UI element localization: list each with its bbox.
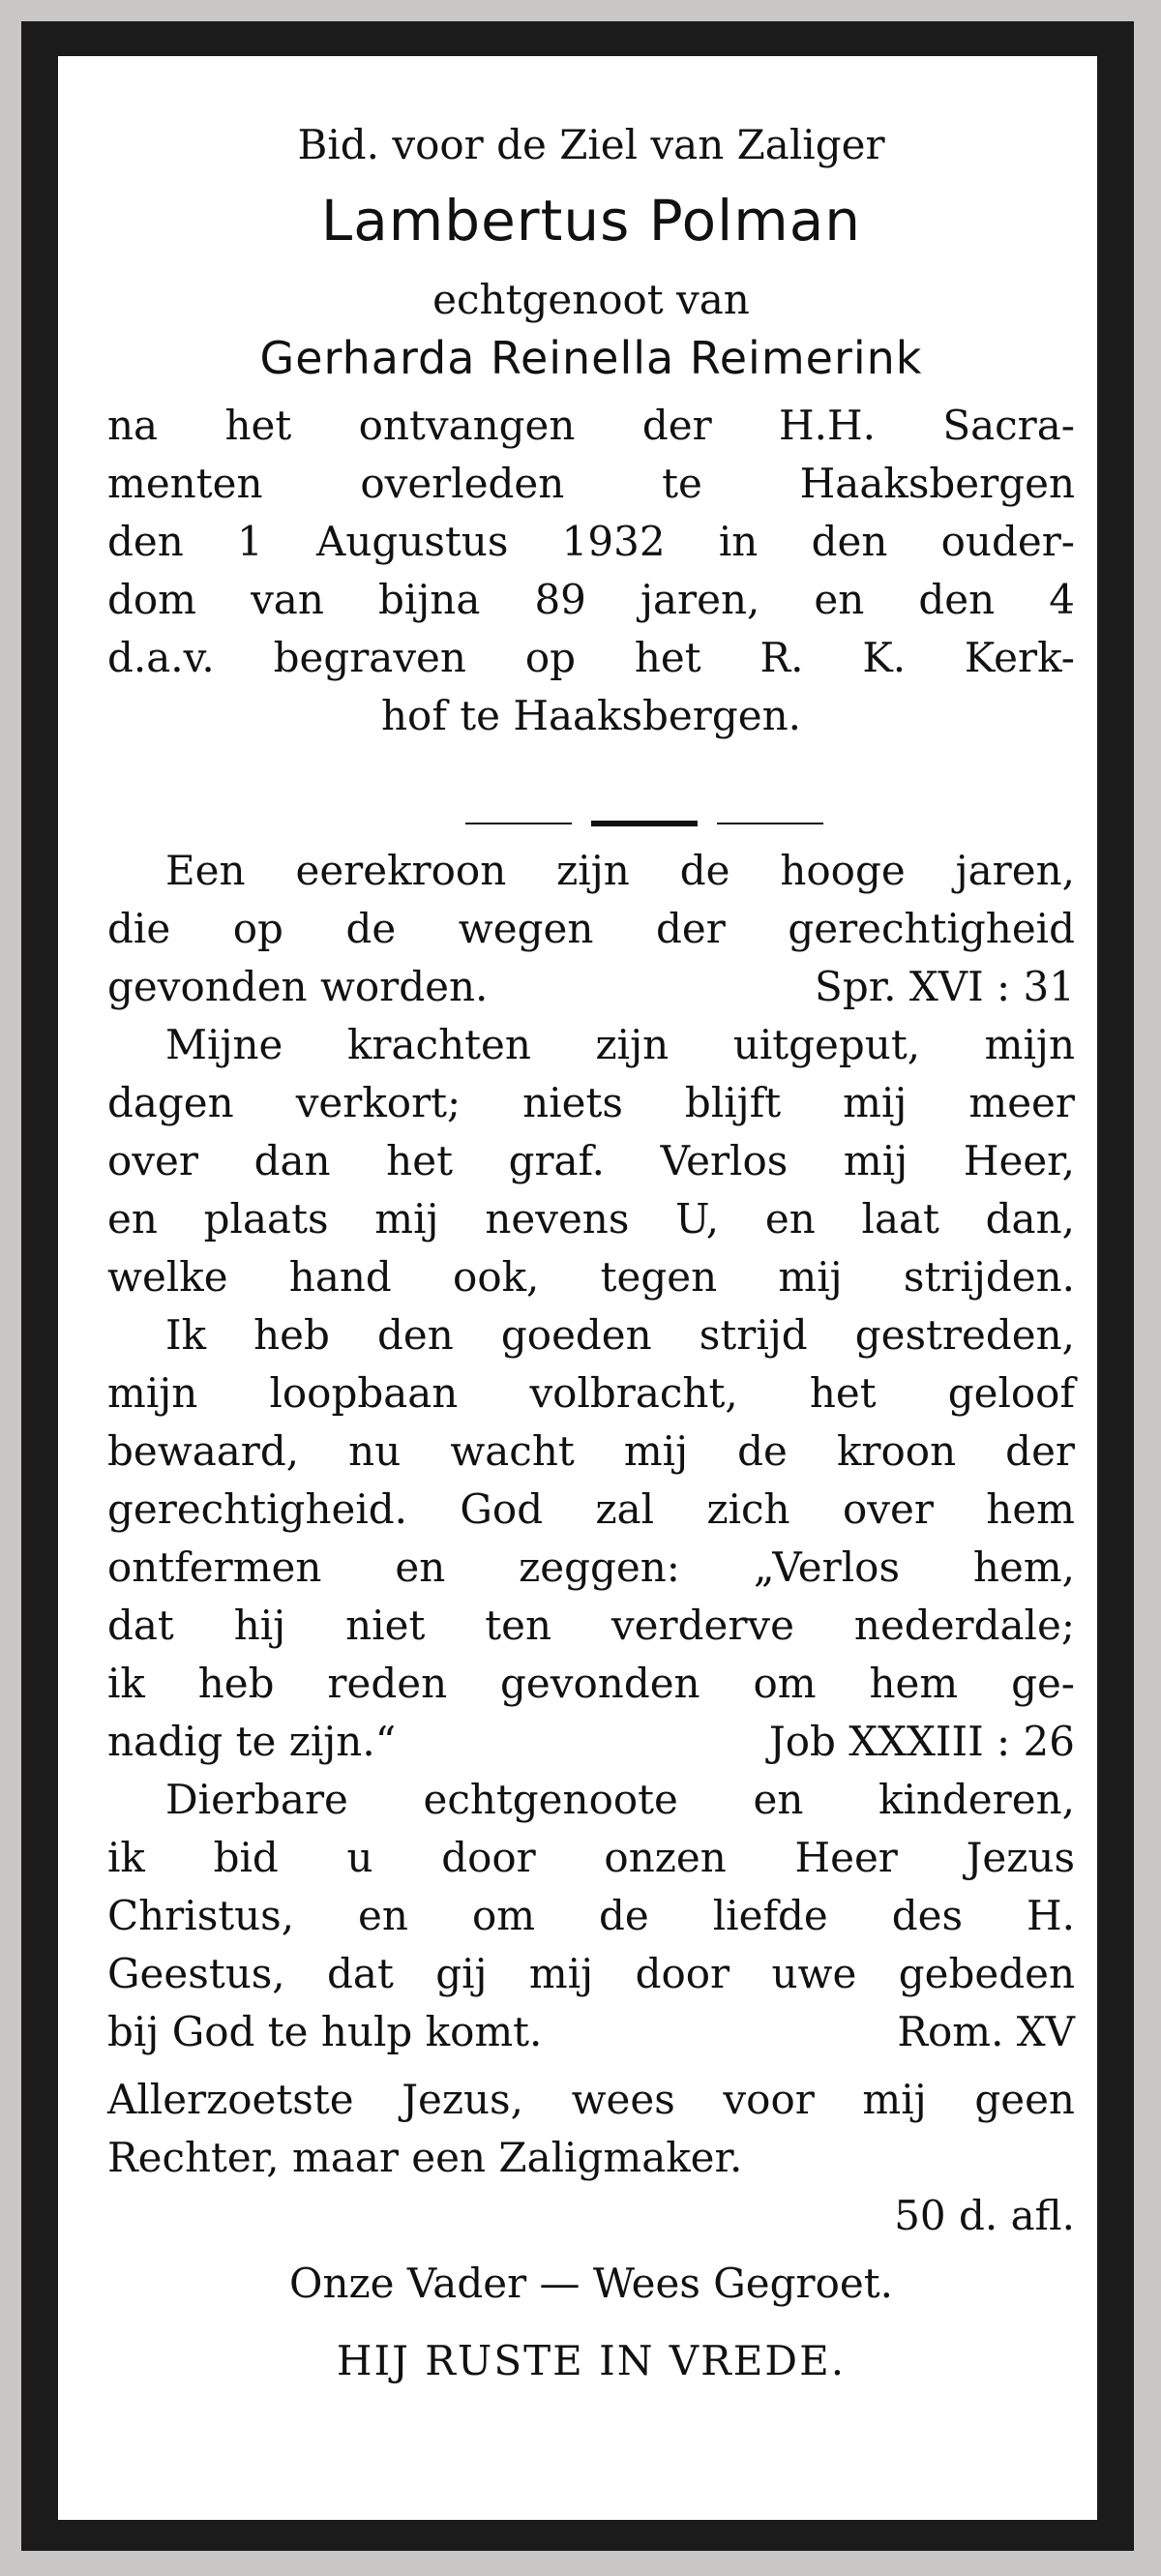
verse-text: gevonden worden.	[107, 963, 489, 1010]
biography-line: hof te Haaksbergen.	[381, 692, 801, 739]
verse-line-with-reference	[107, 2003, 1075, 2061]
divider-right	[717, 823, 823, 824]
scripture-reference: Job XXXIII : 26	[768, 1718, 1075, 1765]
verse-line: gerechtigheid. God zal zich over hem	[107, 1485, 1075, 1533]
memorial-card	[58, 56, 1097, 2520]
verse-line: ik bid u door onzen Heer Jezus	[107, 1834, 1075, 1881]
verse-line: welke hand ook, tegen mij strijden.	[107, 1253, 1075, 1301]
biography-line: dom van bijna 89 jaren, en den 4	[107, 576, 1075, 623]
verse-line: die op de wegen der gerechtigheid	[107, 905, 1075, 952]
verse-line-with-reference	[107, 958, 1075, 1016]
verse-line: Dierbare echtgenoote en kinderen,	[165, 1776, 1075, 1823]
verse-line: over dan het graf. Verlos mij Heer,	[107, 1137, 1075, 1184]
biography-line: na het ontvangen der H.H. Sacra-	[107, 402, 1075, 449]
verse-line: mijn loopbaan volbracht, het geloof	[107, 1369, 1075, 1417]
prayer-line: Rechter, maar een Zaligmaker.	[107, 2134, 743, 2181]
scripture-reference: Spr. XVI : 31	[815, 963, 1075, 1010]
spouse-intro: echtgenoot van	[432, 276, 750, 323]
closing: HIJ RUSTE IN VREDE.	[336, 2337, 847, 2384]
biography-line: menten overleden te Haaksbergen	[107, 460, 1075, 507]
verse-line-with-reference	[107, 1713, 1075, 1771]
verse-text: nadig te zijn.“	[107, 1718, 397, 1765]
biography-line: d.a.v. begraven op het R. K. Kerk-	[107, 634, 1075, 681]
verse-line: bewaard, nu wacht mij de kroon der	[107, 1427, 1075, 1475]
scripture-reference: Rom. XV	[897, 2008, 1075, 2055]
prayer-line: Allerzoetste Jezus, wees voor mij geen	[107, 2076, 1075, 2123]
verse-line: Christus, en om de liefde des H.	[107, 1892, 1075, 1939]
card-border	[21, 21, 1134, 2551]
verse-line: Mijne krachten zijn uitgeput, mijn	[165, 1021, 1075, 1068]
verse-line: dat hij niet ten verderve nederdale;	[107, 1602, 1075, 1649]
verse-line: dagen verkort; niets blijft mij meer	[107, 1079, 1075, 1126]
divider-left	[465, 823, 572, 824]
spouse-name: Gerharda Reinella Reimerink	[259, 332, 923, 384]
verse-text: bij God te hulp komt.	[107, 2008, 543, 2055]
verse-line: en plaats mij nevens U, en laat dan,	[107, 1195, 1075, 1243]
verse-line: Geestus, dat gij mij door uwe gebeden	[107, 1950, 1075, 1997]
heading: Bid. voor de Ziel van Zaliger	[297, 121, 885, 168]
indulgence: 50 d. afl.	[894, 2192, 1075, 2239]
prayers: Onze Vader — Wees Gegroet.	[289, 2260, 893, 2307]
verse-line: ontfermen en zeggen: „Verlos hem,	[107, 1543, 1075, 1591]
deceased-name: Lambertus Polman	[320, 188, 862, 254]
verse-line: ik heb reden gevonden om hem ge-	[107, 1660, 1075, 1707]
verse-line: Een eerekroon zijn de hooge jaren,	[165, 847, 1075, 894]
verse-line: Ik heb den goeden strijd gestreden,	[165, 1311, 1075, 1359]
divider-center	[591, 821, 698, 826]
biography-line: den 1 Augustus 1932 in den ouder-	[107, 518, 1075, 565]
